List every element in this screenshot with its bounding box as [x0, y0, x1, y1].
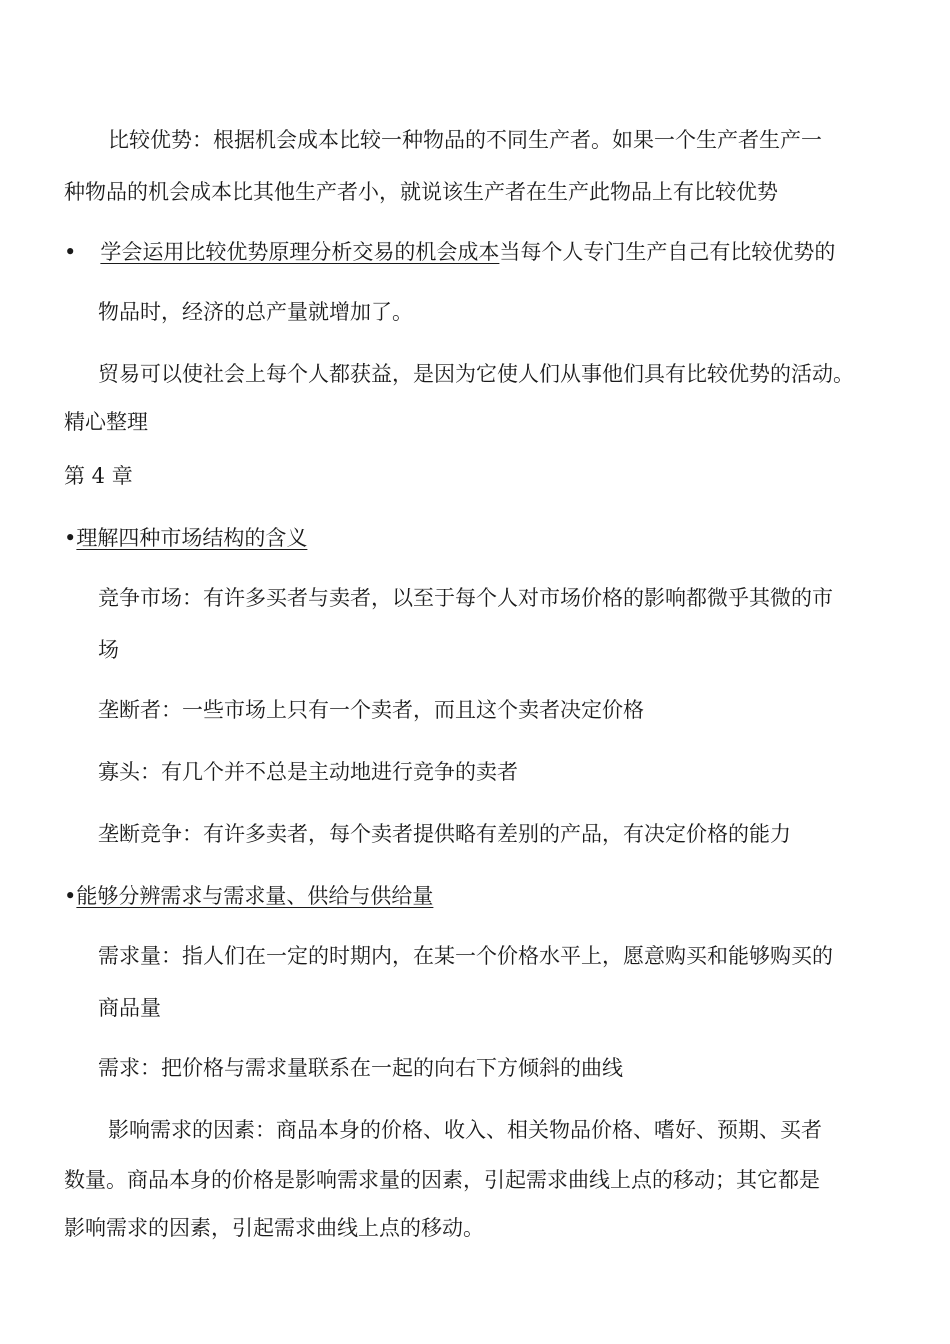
bullet-item-continuation: 物品时，经济的总产量就增加了。 [98, 300, 413, 324]
paragraph-demand-factors-line1: 影响需求的因素：商品本身的价格、收入、相关物品价格、嗜好、预期、买者 [108, 1118, 822, 1142]
bullet-marker: • [64, 240, 77, 264]
paragraph-trade-benefit: 贸易可以使社会上每个人都获益，是因为它使人们从事他们具有比较优势的活动。 [98, 362, 854, 386]
bullet-item-trade-opportunity-cost [64, 238, 835, 266]
bullet-item-market-structures [64, 524, 307, 552]
paragraph-demand-factors-line2: 数量。商品本身的价格是影响需求量的因素，引起需求曲线上点的移动；其它都是 [64, 1168, 820, 1192]
definition-quantity-demanded-line1: 需求量：指人们在一定的时期内，在某一个价格水平上，愿意购买和能够购买的 [98, 944, 833, 968]
bullet-text: 当每个人专门生产自己有比较优势的 [499, 240, 836, 264]
definition-quantity-demanded-line2: 商品量 [98, 996, 161, 1020]
market-structure-monopolistic-competition: 垄断竞争：有许多卖者，每个卖者提供略有差别的产品，有决定价格的能力 [98, 822, 791, 846]
paragraph-demand-factors-line3: 影响需求的因素，引起需求曲线上点的移动。 [64, 1216, 484, 1240]
definition-demand: 需求：把价格与需求量联系在一起的向右下方倾斜的曲线 [98, 1056, 623, 1080]
section-heading-underlined: 理解四种市场结构的含义 [76, 526, 308, 550]
paragraph-comparative-advantage-line1: 比较优势：根据机会成本比较一种物品的不同生产者。如果一个生产者生产一 [108, 128, 822, 152]
bullet-marker: • [64, 526, 77, 550]
note-text: 精心整理 [64, 410, 148, 434]
section-heading-underlined: 能够分辨需求与需求量、供给与供给量 [76, 884, 434, 908]
bullet-marker: • [64, 884, 77, 908]
market-structure-monopoly: 垄断者：一些市场上只有一个卖者，而且这个卖者决定价格 [98, 698, 644, 722]
paragraph-comparative-advantage-line2: 种物品的机会成本比其他生产者小，就说该生产者在生产此物品上有比较优势 [64, 180, 778, 204]
market-structure-competitive-line1: 竞争市场：有许多买者与卖者，以至于每个人对市场价格的影响都微乎其微的市 [98, 586, 833, 610]
market-structure-competitive-line2: 场 [98, 638, 119, 662]
market-structure-oligopoly: 寡头：有几个并不总是主动地进行竞争的卖者 [98, 760, 518, 784]
section-heading-underlined: 学会运用比较优势原理分析交易的机会成本 [100, 240, 500, 264]
bullet-item-demand-supply [64, 882, 433, 910]
chapter-heading: 第 4 章 [64, 464, 133, 488]
